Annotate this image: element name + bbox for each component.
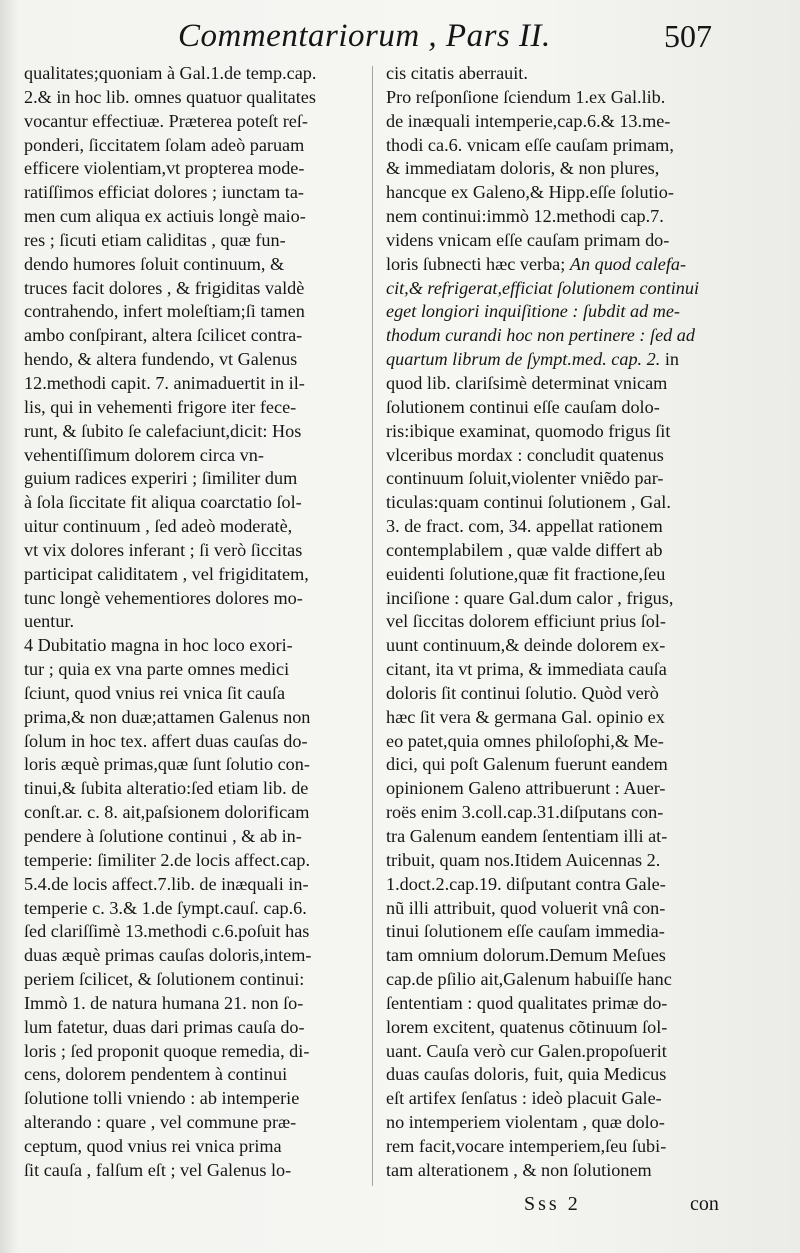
page-header — [0, 16, 800, 60]
column-divider — [372, 66, 373, 1186]
text-line: conſt.ar. c. 8. ait,paſsionem dolorificam — [24, 802, 310, 823]
text-line: periem ſcilicet, & ſolutionem continui: — [24, 969, 305, 990]
text-line: vt vix dolores inferant ; ſi verò ſiccitas — [24, 539, 303, 560]
text-line: roës enim 3.coll.cap.31.diſputans con- — [386, 802, 664, 823]
text-line: tur ; quia ex vna parte omnes medici — [24, 659, 290, 680]
text-line: dici, qui poſt Galenum fuerunt eandem — [386, 754, 668, 775]
text-line: de inæquali intemperie,cap.6.& 13.me- — [386, 110, 671, 131]
text-line: duas æquè primas cauſas doloris,intem- — [24, 945, 312, 966]
text-line: inciſione : quare Gal.dum calor , frigus, — [386, 587, 674, 608]
text-line: cens, dolorem pendentem à continui — [24, 1064, 288, 1085]
text-line: ſit cauſa , falſum eſt ; vel Galenus lo- — [24, 1159, 292, 1180]
text-line: no intemperiem violentam , quæ dolo- — [386, 1112, 665, 1133]
text-line: men cum aliqua ex actiuis longè maio- — [24, 206, 306, 227]
text-line: tra Galenum eandem ſententiam illi at- — [386, 826, 668, 846]
text-line: ſententiam : quod qualitates primæ do- — [386, 992, 668, 1013]
text-line: tam alterationem , & non ſolutionem — [386, 1159, 652, 1180]
text-line: hancque ex Galeno,& Hipp.eſſe ſolutio- — [386, 182, 674, 203]
text-line: uunt continuum,& deinde dolorem ex- — [386, 635, 666, 656]
text-line: 5.4.de locis affect.7.lib. de inæquali in- — [24, 873, 309, 894]
text-line: uentur. — [24, 611, 75, 632]
text-line: ſed clariſſimè 13.methodi c.6.poſuit has — [24, 921, 310, 942]
text-line: quod lib. clariſsimè determinat vnicam — [386, 372, 668, 393]
text-line: ceptum, quod vnius rei vnica prima — [24, 1135, 282, 1156]
text-line: lorem excitent, quatenus cõtinuum ſol- — [386, 1016, 668, 1037]
text-line: res ; ſicuti etiam caliditas , quæ fun- — [24, 229, 286, 250]
text-line: vehentiſſimum dolorem circa vn- — [24, 444, 264, 465]
text-line: pendere à ſolutione continui , & ab in- — [24, 826, 302, 846]
text-line: ratiſſimos efficiat dolores ; iunctam ta- — [24, 182, 304, 203]
text-line: lis, qui in vehementi frigore iter fece- — [24, 396, 297, 417]
running-title: Commentariorum , Pars II. — [178, 18, 551, 54]
text-line: 12.methodi capit. 7. animaduertit in il- — [24, 372, 305, 393]
text-line: duas cauſas doloris, fuit, quia Medicus — [386, 1064, 667, 1085]
catchword: con — [690, 1193, 719, 1215]
text-line: loris æquè primas,quæ ſunt ſolutio con- — [24, 754, 310, 775]
text-line: uitur continuum , ſed adeò moderatè, — [24, 516, 293, 537]
text-line: uant. Cauſa verò cur Galen.propoſuerit — [386, 1040, 667, 1061]
text-line: efficere violentiam,vt propterea mode- — [24, 158, 305, 179]
text-line: prima,& non duæ;attamen Galenus non — [24, 706, 311, 727]
signature-mark: Sss 2 — [524, 1193, 581, 1215]
text-line: eſt artifex ſenſatus : ideò placuit Gale- — [386, 1088, 662, 1109]
text-line: tam omnium dolorum.Demum Meſues — [386, 945, 666, 966]
text-line: ſolum in hoc tex. affert duas cauſas do- — [24, 730, 308, 751]
text-line: temperie c. 3.& 1.de ſympt.cauſ. cap.6. — [24, 897, 307, 918]
text-line: vocantur effectiuæ. Præterea poteſt reſ- — [24, 110, 308, 131]
text-line: cis citatis aberrauit. — [386, 63, 528, 83]
text-line: ris:ibique examinat, quomodo frigus ſit — [386, 420, 671, 441]
text-line: 2.& in hoc lib. omnes quatuor qualitates — [24, 86, 316, 107]
text-line: eo patet,quia omnes philoſophi,& Me- — [386, 730, 664, 751]
text-line: euidenti ſolutione,quæ fit fractione,ſeu — [386, 563, 666, 584]
text-line: Immò 1. de natura humana 21. non ſo- — [24, 992, 304, 1013]
text-line: Pro reſponſione ſciendum 1.ex Gal.lib. — [386, 86, 666, 107]
text-line: qualitates;quoniam à Gal.1.de temp.cap. — [24, 63, 317, 83]
page-footer — [0, 1193, 800, 1223]
text-line: lum fatetur, duas dari primas cauſa do- — [24, 1016, 305, 1037]
text-line: cap.de pſilio ait,Galenum habuiſſe hanc — [386, 969, 672, 990]
left-text-column — [24, 62, 386, 1183]
text-line: truces facit dolores , & frigiditas valdè — [24, 277, 305, 298]
text-line: eget longiori inquiſitione : ſubdit ad me- — [386, 301, 680, 322]
text-line: à ſola ſiccitate fit aliqua coarctatio ſol- — [24, 492, 302, 513]
text-line: thodum curandi hoc non pertinere : ſed ad — [386, 325, 695, 346]
text-line: ticulas:quam continui ſolutionem , Gal. — [386, 492, 671, 513]
text-line: dendo humores ſoluit continuum, & — [24, 253, 285, 274]
text-line: citant, ita vt prima, & immediata cauſa — [386, 659, 667, 680]
text-line: doloris ſit continui ſolutio. Quòd verò — [386, 682, 659, 703]
text-line: ſciunt, quod vnius rei vnica ſit cauſa — [24, 682, 286, 703]
text-line: & immediatam doloris, & non plures, — [386, 158, 660, 179]
text-line: loris ſubnecti hæc verba; An quod calefa- — [386, 253, 687, 274]
text-line: vlceribus mordax : concludit quatenus — [386, 444, 664, 465]
text-line: ponderi, ſiccitatem ſolam adeò paruam — [24, 134, 305, 155]
text-line: opinionem Galeno attribuerunt : Auer- — [386, 778, 666, 799]
text-line: nũ illi attribuit, quod voluerit vnâ con- — [386, 897, 666, 918]
text-line: vel ſiccitas dolorem efficiunt prius ſol- — [386, 611, 666, 632]
text-line: videns vnicam eſſe cauſam primam do- — [386, 229, 670, 250]
text-line: tinui,& ſubita alteratio:ſed etiam lib. de — [24, 778, 309, 799]
text-line: loris ; ſed proponit quoque remedia, di- — [24, 1040, 310, 1061]
text-line: tunc longè vehementiores dolores mo- — [24, 587, 303, 608]
text-line: quartum librum de ſympt.med. cap. 2. in — [386, 349, 679, 370]
text-line: ambo conſpirant, altera ſcilicet contra- — [24, 325, 303, 346]
text-line: rem facit,vocare intemperiem,ſeu ſubi- — [386, 1135, 667, 1156]
text-line: nem continui:immò 12.methodi cap.7. — [386, 206, 664, 227]
page-number: 507 — [664, 18, 712, 54]
text-line: thodi ca.6. vnicam eſſe cauſam primam, — [386, 134, 674, 155]
text-line: cit,& refrigerat,efficiat ſolutionem continui — [386, 277, 700, 298]
text-line: ſolutionem continui eſſe cauſam dolo- — [386, 396, 660, 417]
text-line: temperie: ſimiliter 2.de locis affect.cap. — [24, 849, 310, 870]
text-line: alterando : quare , vel commune præ- — [24, 1112, 297, 1133]
text-line: 1.doct.2.cap.19. diſputant contra Gale- — [386, 873, 666, 894]
text-line: participat caliditatem , vel frigiditatem, — [24, 563, 309, 584]
text-line: ſolutione tolli vniendo : ab intemperie — [24, 1088, 300, 1109]
text-line: runt, & ſubito ſe calefaciunt,dicit: Hos — [24, 420, 302, 441]
text-line: 3. de fract. com, 34. appellat rationem — [386, 516, 663, 537]
text-line: hendo, & altera fundendo, vt Galenus — [24, 349, 298, 370]
text-line: 4 Dubitatio magna in hoc loco exori- — [24, 635, 293, 656]
text-line: guium radices experiri ; ſimiliter dum — [24, 468, 298, 489]
text-line: tribuit, quam nos.Itidem Auicennas 2. — [386, 849, 661, 870]
text-line: hæc ſit vera & germana Gal. opinio ex — [386, 706, 665, 727]
right-text-column — [386, 62, 746, 1183]
text-line: continuum ſoluit,violenter vniẽdo par- — [386, 468, 664, 489]
text-line: tinui ſolutionem eſſe cauſam immedia- — [386, 921, 665, 942]
text-line: contrahendo, infert moleſtiam;ſi tamen — [24, 301, 305, 322]
text-line: contemplabilem , quæ valde differt ab — [386, 539, 663, 560]
